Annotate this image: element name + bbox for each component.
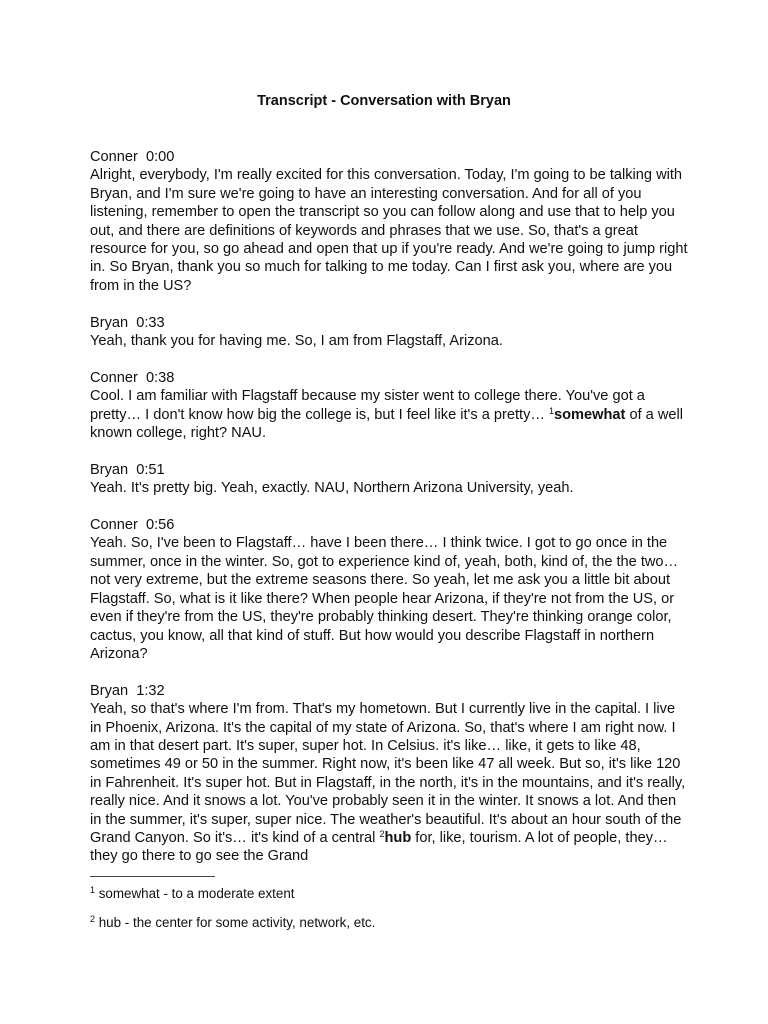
timestamp: 0:00 bbox=[145, 149, 175, 165]
speaker-line bbox=[90, 148, 690, 166]
speaker-name: Conner bbox=[90, 517, 138, 534]
transcript-entry bbox=[90, 369, 690, 443]
footnote-divider bbox=[90, 876, 215, 877]
utterance-text: Yeah, thank you for having me. So, I am from Flagstaff, Arizona. bbox=[90, 333, 503, 350]
timestamp: 0:38 bbox=[145, 369, 175, 386]
utterance-text: Alright, everybody, I'm really excited for this conversation. Today, I'm going to be talking with Bryan, and I'm sure we're going to have an interesting conversation. And for all of you listening, remember to open the transcript so you can follow along and use that to help you out, and there are definitions of keywords and phrases that we use. So, that's a great resource for you, so go ahead and open that up if you're ready. And we're going to jump right in. So Bryan, thank you so much for talking to me today. Can I first ask you, where are you from in the US? bbox=[90, 167, 688, 294]
transcript-body bbox=[90, 148, 690, 884]
utterance-text bbox=[90, 700, 690, 866]
speaker-name: Conner bbox=[90, 149, 138, 165]
utterance-text-before: Cool. I am familiar with Flagstaff because my sister went to college there. You've got a pretty… I don't know how big the college is, but I feel like it's a pretty… bbox=[90, 388, 645, 423]
utterance-text: Yeah. It's pretty big. Yeah, exactly. NAU, Northern Arizona University, yeah. bbox=[90, 480, 574, 497]
speaker-name: Conner bbox=[90, 369, 138, 386]
footnote-number: 1 bbox=[90, 885, 96, 895]
footnote-text: somewhat - to a moderate extent bbox=[95, 886, 295, 901]
document-title: Transcript - Conversation with Bryan bbox=[257, 93, 511, 109]
utterance-text: Yeah. So, I've been to Flagstaff… have I been there… I think twice. I got to go once in the summer, once in the winter. So, got to experience kind of, yeah, both, kind of, the the two… not very extreme, but the extreme seasons there. So yeah, let me ask you a little bit about Flagstaff. So, what is it like there? When people hear Arizona, if they're not from the US, or even if they're from the US, they're probably thinking desert. They're thinking orange color, cactus, you know, all that kind of stuff. But how would you describe Flagstaff in northern Arizona? bbox=[90, 535, 679, 662]
footnote-reference: 2 bbox=[379, 828, 385, 839]
footnotes bbox=[90, 886, 690, 944]
timestamp: 0:33 bbox=[136, 314, 165, 331]
footnote-reference: 1 bbox=[549, 405, 555, 416]
timestamp: 0:56 bbox=[145, 517, 175, 534]
timestamp: 0:51 bbox=[136, 461, 165, 478]
transcript-entry bbox=[90, 682, 690, 866]
speaker-name: Bryan bbox=[90, 461, 129, 478]
speaker-line bbox=[90, 314, 690, 332]
keyword: somewhat bbox=[554, 406, 626, 423]
keyword: hub bbox=[384, 829, 412, 846]
footnote bbox=[90, 886, 690, 902]
utterance-text-before: Yeah, so that's where I'm from. That's my hometown. But I currently live in the capital. I live in Phoenix, Arizona. It's the capital of my state of Arizona. So, that's where I am right now. I am in that desert part. It's super, super hot. In Celsius. it's like… like, it gets to like 48, sometimes 49 or 50 in the summer. Right now, it's been like 47 all week. But so, it's like 120 in Fahrenheit. It's super hot. But in Flagstaff, in the north, it's in the mountains, and it's really, really nice. And it snows a lot. You've probably seen it in the winter. It snows a lot. And then in the summer, it's super, super nice. The weather's beautiful. It's about an hour south of the Grand Canyon. So it's… it's kind of a central bbox=[90, 701, 686, 846]
transcript-entry bbox=[90, 148, 690, 295]
speaker-name: Bryan bbox=[90, 682, 129, 699]
footnote-number: 2 bbox=[90, 914, 96, 924]
speaker-line bbox=[90, 682, 690, 700]
transcript-entry bbox=[90, 461, 690, 498]
speaker-line bbox=[90, 369, 690, 387]
timestamp: 1:32 bbox=[136, 682, 165, 699]
utterance-text bbox=[90, 387, 690, 442]
footnote bbox=[90, 915, 690, 931]
transcript-entry bbox=[90, 314, 690, 351]
speaker-line bbox=[90, 516, 690, 534]
speaker-name: Bryan bbox=[90, 314, 129, 331]
utterance-text-after: for, like, tourism. A lot of people, they… they go there to go see the Grand bbox=[90, 829, 668, 865]
speaker-line bbox=[90, 461, 690, 479]
transcript-entry bbox=[90, 516, 690, 663]
footnote-text: hub - the center for some activity, network, etc. bbox=[95, 915, 376, 930]
utterance-text-after: of a well known college, right? NAU. bbox=[90, 406, 683, 442]
